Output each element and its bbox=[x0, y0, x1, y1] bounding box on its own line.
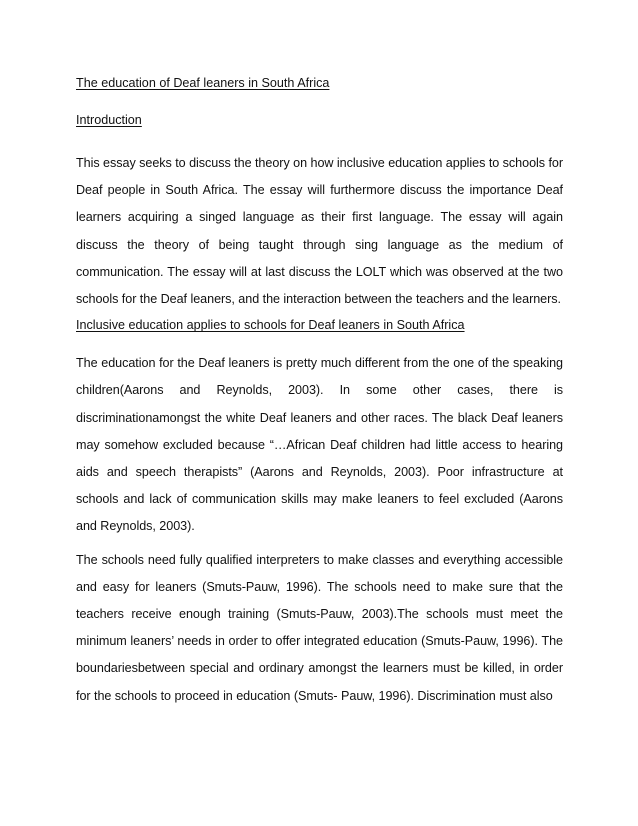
introduction-heading: Introduction bbox=[76, 113, 142, 127]
document-title: The education of Deaf leaners in South Africa bbox=[76, 76, 330, 90]
body-paragraph-2: The education for the Deaf leaners is pretty much different from the one of the speaking children(Aarons and Reynolds, 2003). In some other cases, there is discriminationamongst the white Deaf leaners and other races. The black Deaf leaners may somehow excluded because “…African Deaf children had little access to hearing aids and speech therapists” (Aarons and Reynolds, 2003). Poor infrastructure at schools and lack of communication skills may make leaners to feel excluded (Aarons and Reynolds, 2003). bbox=[76, 356, 563, 534]
introduction-paragraph: This essay seeks to discuss the theory on how inclusive education applies to schools for Deaf people in South Africa. The essay will furthermore discuss the importance Deaf learners acquiring a singed language as their first language. The essay will again discuss the theory of being taught through sing language as the medium of communication. The essay will at last discuss the LOLT which was observed at the two schools for the Deaf leaners, and the interaction between the teachers and the learners. bbox=[76, 156, 564, 307]
body-paragraph-3: The schools need fully qualified interpreters to make classes and everything accessible and easy for leaners (Smuts-Pauw, 1996). The schools need to make sure that the teachers receive enough training (Smuts-Pauw, 2003).The schools must meet the minimum leaners’ needs in order to offer integrated education (Smuts-Pauw, 1996). The boundariesbetween special and ordinary amongst the learners must be killed, in order for the schools to proceed in education (Smuts- Pauw, 1996). Discrimination must also bbox=[76, 552, 563, 703]
section-heading: Inclusive education applies to schools for Deaf leaners in South Africa bbox=[76, 318, 465, 333]
document-body bbox=[76, 75, 563, 710]
